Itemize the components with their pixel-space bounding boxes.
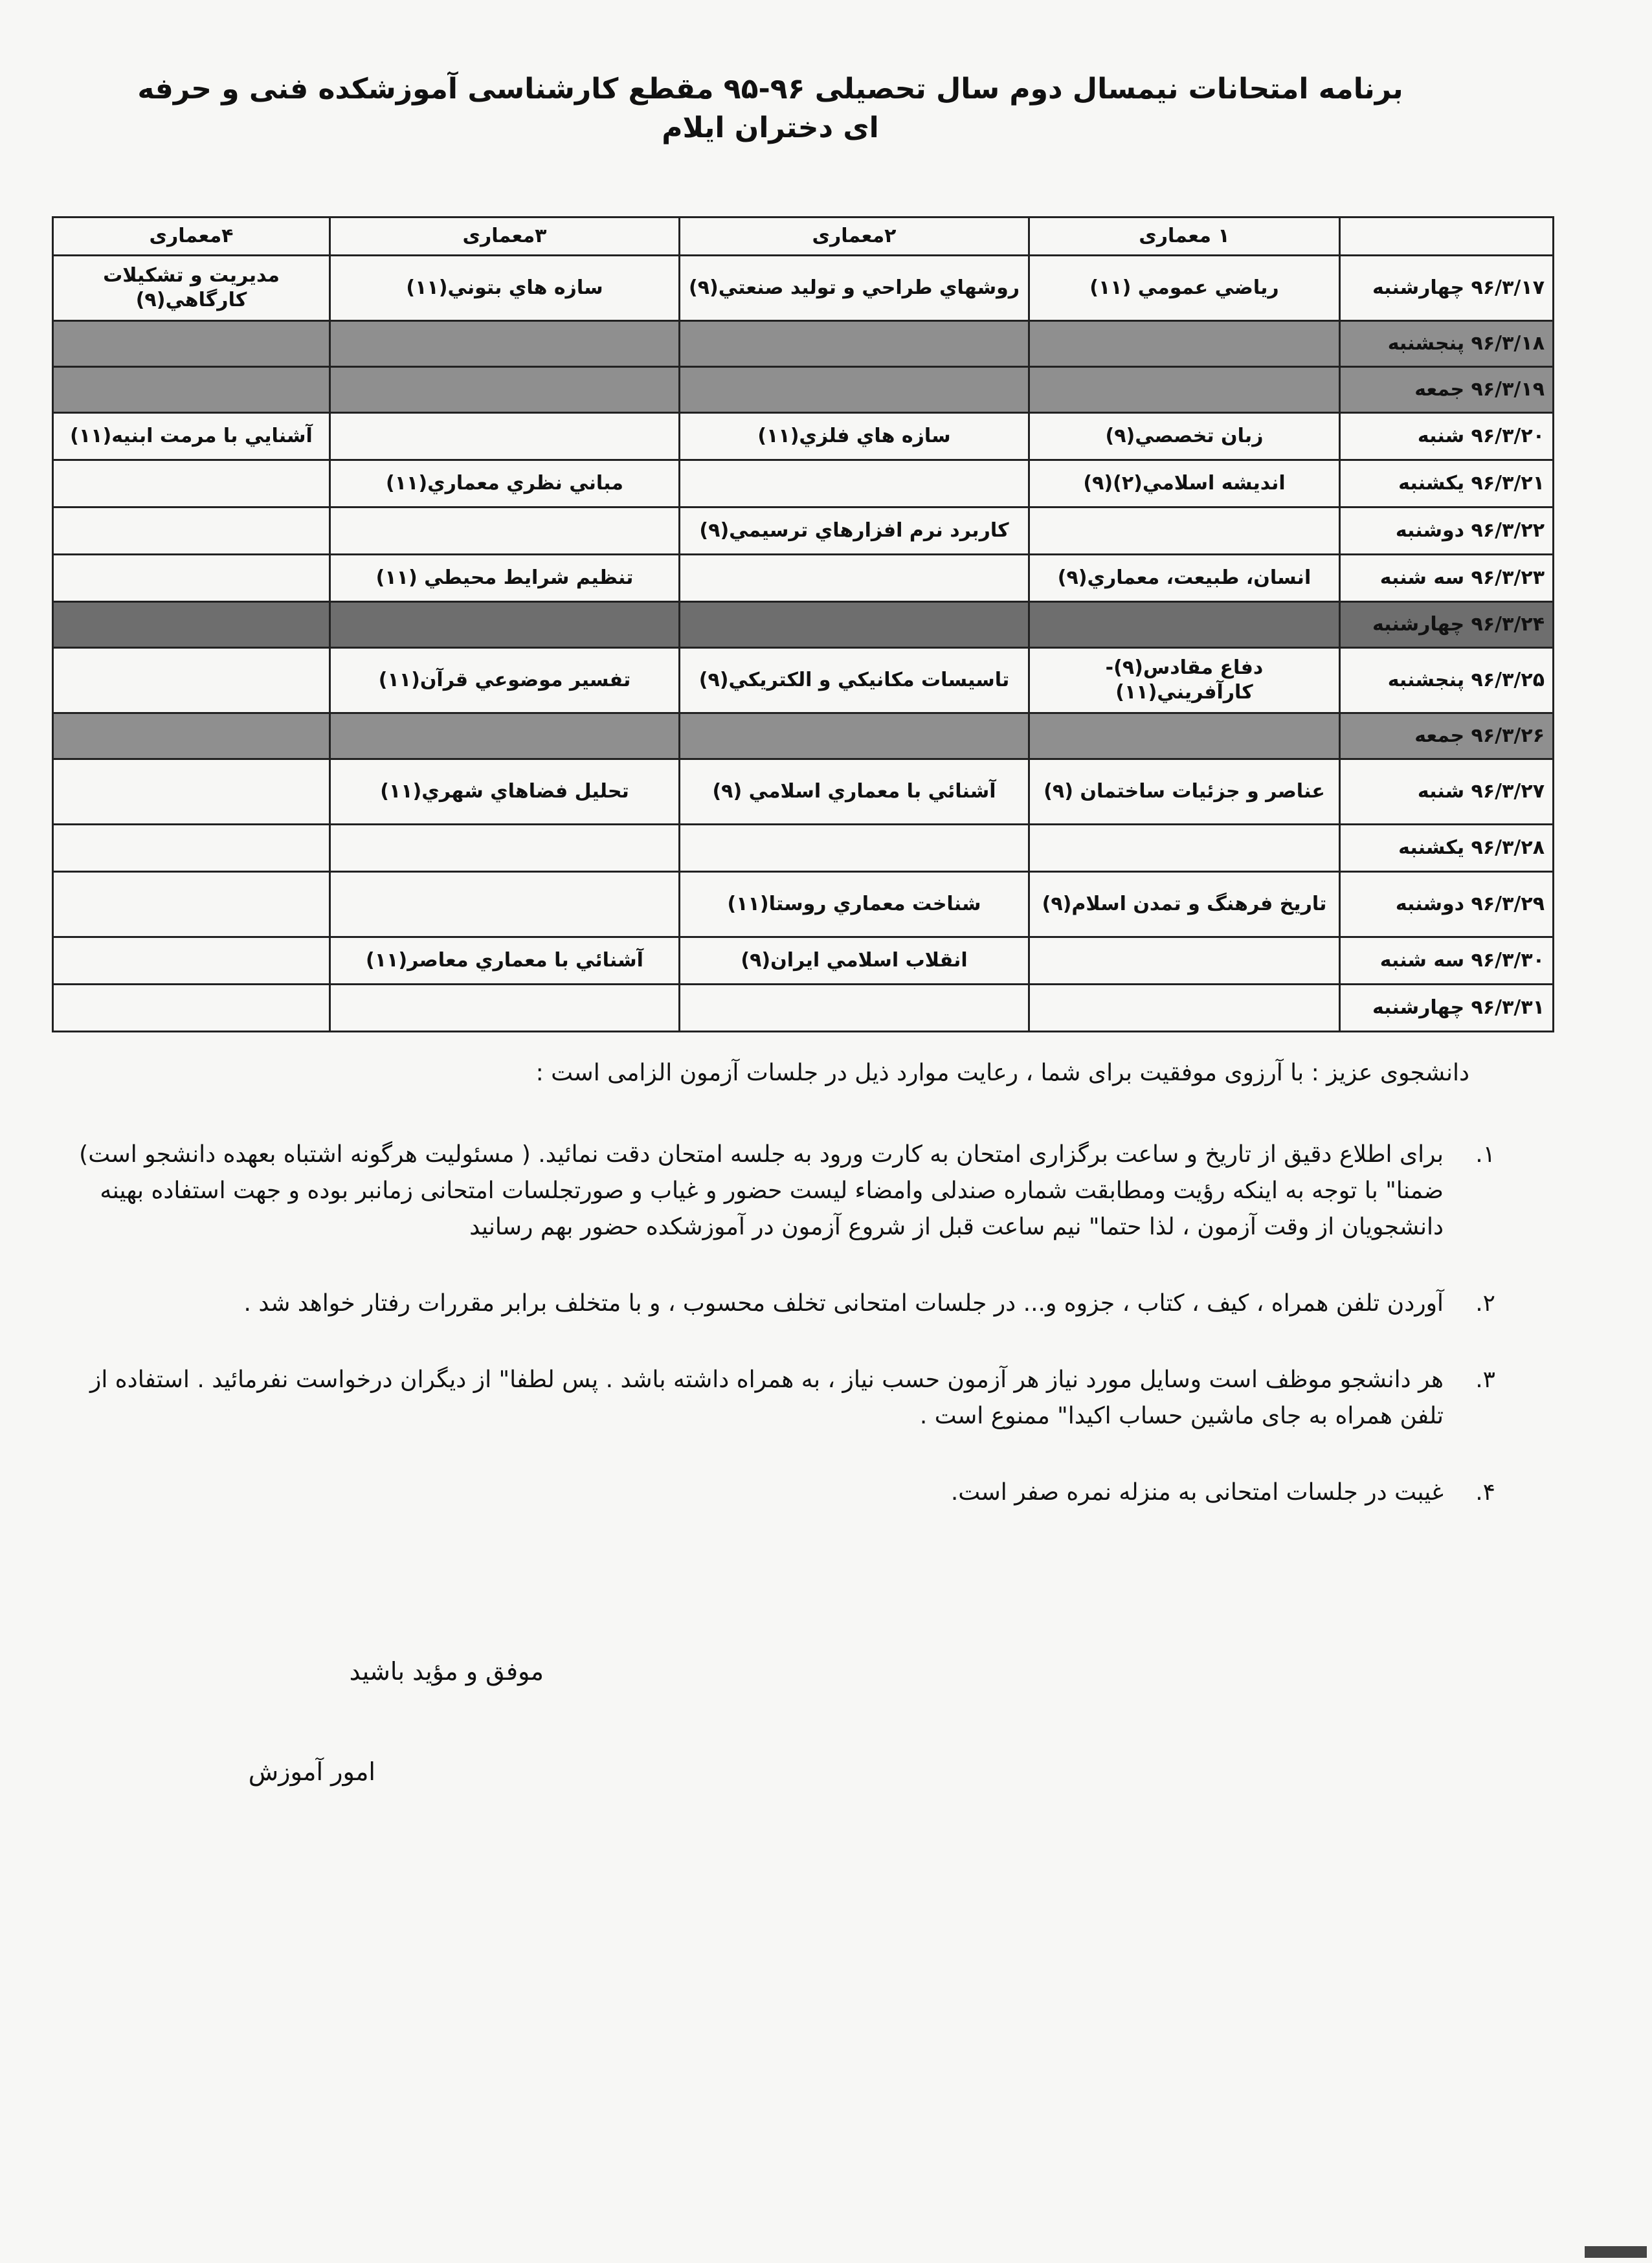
course-cell (53, 937, 330, 985)
course-cell (680, 367, 1029, 413)
table-row (53, 648, 1554, 713)
rule-text: برای اطلاع دقیق از تاریخ و ساعت برگزاری امتحان به کارت ورود به جلسه امتحان دقت نمائید. ( مسئولیت هرگونه اشتباه بعهده دانشجو است) ضمنا" با توجه به اینکه رؤیت ومطابقت شماره صندلی وامضاء لیست حضور و غیاب و صورتجلسات امتحانی زمانبر بوده و جهت استفاده بهینه دانشجویان از وقت آزمون ، لذا حتما" نیم ساعت قبل از شروع آزمون در آموزشکده حضور بهم رسانید (79, 1141, 1444, 1240)
corner-watermark (1585, 2246, 1647, 2258)
course-cell (680, 460, 1029, 507)
course-cell (53, 872, 330, 937)
rules-intro: دانشجوی عزیز : با آرزوی موفقیت برای شما ، رعایت موارد ذیل در جلسات آزمون الزامی است : (535, 1060, 1469, 1086)
rule-item (45, 1137, 1495, 1245)
course-cell (1029, 367, 1340, 413)
table-row (53, 367, 1554, 413)
date-cell: ۹۶/۳/۱۷ چهارشنبه (1340, 256, 1554, 321)
course-cell (53, 555, 330, 602)
exam-rules (45, 1055, 1495, 1551)
course-cell: تاريخ فرهنگ و تمدن اسلام(۹) (1029, 872, 1340, 937)
table-row (53, 460, 1554, 507)
course-cell: تنظيم شرايط محيطي (۱۱) (330, 555, 680, 602)
rule-number: ۳. (1475, 1366, 1495, 1393)
rule-item (45, 1286, 1495, 1322)
table-row (53, 825, 1554, 872)
date-cell: ۹۶/۳/۲۱ يكشنبه (1340, 460, 1554, 507)
course-cell (1029, 507, 1340, 555)
course-cell (1029, 985, 1340, 1032)
table-header-row (53, 217, 1554, 256)
rule-number: ۲. (1475, 1290, 1495, 1317)
course-cell (680, 825, 1029, 872)
date-cell: ۹۶/۳/۲۹ دوشنبه (1340, 872, 1554, 937)
date-cell: ۹۶/۳/۲۸ يكشنبه (1340, 825, 1554, 872)
rule-text: غیبت در جلسات امتحانی به منزله نمره صفر است. (950, 1479, 1444, 1506)
course-cell (330, 985, 680, 1032)
table-row (53, 507, 1554, 555)
rule-number: ۱. (1475, 1141, 1495, 1168)
date-cell: ۹۶/۳/۲۶ جمعه (1340, 713, 1554, 759)
page-title: برنامه امتحانات نیمسال دوم سال تحصیلی ۹۶-۹۵ مقطع کارشناسی آموزشکده فنی و حرفه ای دختران ایلام (137, 72, 1403, 144)
course-cell (330, 321, 680, 367)
course-cell (330, 507, 680, 555)
course-cell: آشنائي با معماري معاصر(۱۱) (330, 937, 680, 985)
course-cell: رياضي عمومي (۱۱) (1029, 256, 1340, 321)
course-cell (1029, 602, 1340, 648)
date-cell: ۹۶/۳/۱۹ جمعه (1340, 367, 1554, 413)
course-cell: سازه هاي فلزي(۱۱) (680, 413, 1029, 460)
course-cell (53, 367, 330, 413)
course-cell: تاسيسات مكانيكي و الكتريكي(۹) (680, 648, 1029, 713)
course-cell (330, 825, 680, 872)
table-row (53, 872, 1554, 937)
course-cell: آشنائي با معماري اسلامي (۹) (680, 759, 1029, 825)
course-cell (53, 507, 330, 555)
date-cell: ۹۶/۳/۲۳ سه شنبه (1340, 555, 1554, 602)
date-cell: ۹۶/۳/۲۵ پنجشنبه (1340, 648, 1554, 713)
table-row (53, 985, 1554, 1032)
rule-item (45, 1362, 1495, 1434)
course-cell (1029, 825, 1340, 872)
course-cell: انديشه اسلامي(۲)(۹) (1029, 460, 1340, 507)
date-cell: ۹۶/۳/۳۱ چهارشنبه (1340, 985, 1554, 1032)
course-cell (53, 648, 330, 713)
date-cell: ۹۶/۳/۲۴ چهارشنبه (1340, 602, 1554, 648)
course-cell: انسان، طبيعت، معماري(۹) (1029, 555, 1340, 602)
header-arch-2: ۲معماری (680, 217, 1029, 256)
rule-item (45, 1475, 1495, 1511)
table-row (53, 413, 1554, 460)
course-cell (53, 713, 330, 759)
course-cell (680, 602, 1029, 648)
course-cell (53, 825, 330, 872)
course-cell (1029, 713, 1340, 759)
rule-text: آوردن تلفن همراه ، کیف ، کتاب ، جزوه و... در جلسات امتحانی تخلف محسوب ، و با متخلف برابر مقررات رفتار خواهد شد . (243, 1290, 1444, 1317)
table-row (53, 321, 1554, 367)
course-cell: تحليل فضاهاي شهري(۱۱) (330, 759, 680, 825)
table-row (53, 759, 1554, 825)
date-cell: ۹۶/۳/۳۰ سه شنبه (1340, 937, 1554, 985)
table-row (53, 256, 1554, 321)
course-cell: روشهاي طراحي و توليد صنعتي(۹) (680, 256, 1029, 321)
course-cell (53, 759, 330, 825)
course-cell: دفاع مقادس(۹)- كارآفريني(۱۱) (1029, 648, 1340, 713)
header-arch-1: ۱ معماری (1029, 217, 1340, 256)
date-cell: ۹۶/۳/۲۷ شنبه (1340, 759, 1554, 825)
course-cell (330, 367, 680, 413)
course-cell (330, 872, 680, 937)
course-cell (330, 602, 680, 648)
date-cell: ۹۶/۳/۲۰ شنبه (1340, 413, 1554, 460)
exam-schedule-table (52, 216, 1554, 1032)
rule-number: ۴. (1475, 1479, 1495, 1506)
course-cell (330, 713, 680, 759)
course-cell (53, 602, 330, 648)
course-cell (680, 985, 1029, 1032)
course-cell: تفسير موضوعي قرآن(۱۱) (330, 648, 680, 713)
course-cell: كاربرد نرم افزارهاي ترسيمي(۹) (680, 507, 1029, 555)
course-cell: مباني نظري معماري(۱۱) (330, 460, 680, 507)
date-cell: ۹۶/۳/۱۸ پنجشنبه (1340, 321, 1554, 367)
course-cell: انقلاب اسلامي ايران(۹) (680, 937, 1029, 985)
course-cell (53, 985, 330, 1032)
course-cell (680, 713, 1029, 759)
course-cell: شناخت معماري روستا(۱۱) (680, 872, 1029, 937)
table-row (53, 937, 1554, 985)
course-cell (53, 460, 330, 507)
course-cell (680, 321, 1029, 367)
header-arch-3: ۳معماری (330, 217, 680, 256)
course-cell (1029, 937, 1340, 985)
course-cell (680, 555, 1029, 602)
course-cell: آشنايي با مرمت ابنيه(۱۱) (53, 413, 330, 460)
header-date (1340, 217, 1554, 256)
table-row (53, 713, 1554, 759)
course-cell: عناصر و جزئيات ساختمان (۹) (1029, 759, 1340, 825)
course-cell: زبان تخصصي(۹) (1029, 413, 1340, 460)
course-cell: مديريت و تشكيلات كارگاهي(۹) (53, 256, 330, 321)
course-cell (53, 321, 330, 367)
table-row (53, 602, 1554, 648)
course-cell: سازه هاي بتوني(۱۱) (330, 256, 680, 321)
signature-line: امور آموزش (248, 1757, 375, 1786)
rule-text: هر دانشجو موظف است وسایل مورد نیاز هر آزمون حسب نیاز ، به همراه داشته باشد . پس لطفا" از دیگران درخواست نفرمائید . استفاده از تلفن همراه به جای ماشین حساب اکیدا" ممنوع است . (89, 1366, 1444, 1429)
header-arch-4: ۴معماری (53, 217, 330, 256)
date-cell: ۹۶/۳/۲۲ دوشنبه (1340, 507, 1554, 555)
course-cell (330, 413, 680, 460)
course-cell (1029, 321, 1340, 367)
closing-line: موفق و مؤید باشید (349, 1657, 544, 1686)
table-row (53, 555, 1554, 602)
